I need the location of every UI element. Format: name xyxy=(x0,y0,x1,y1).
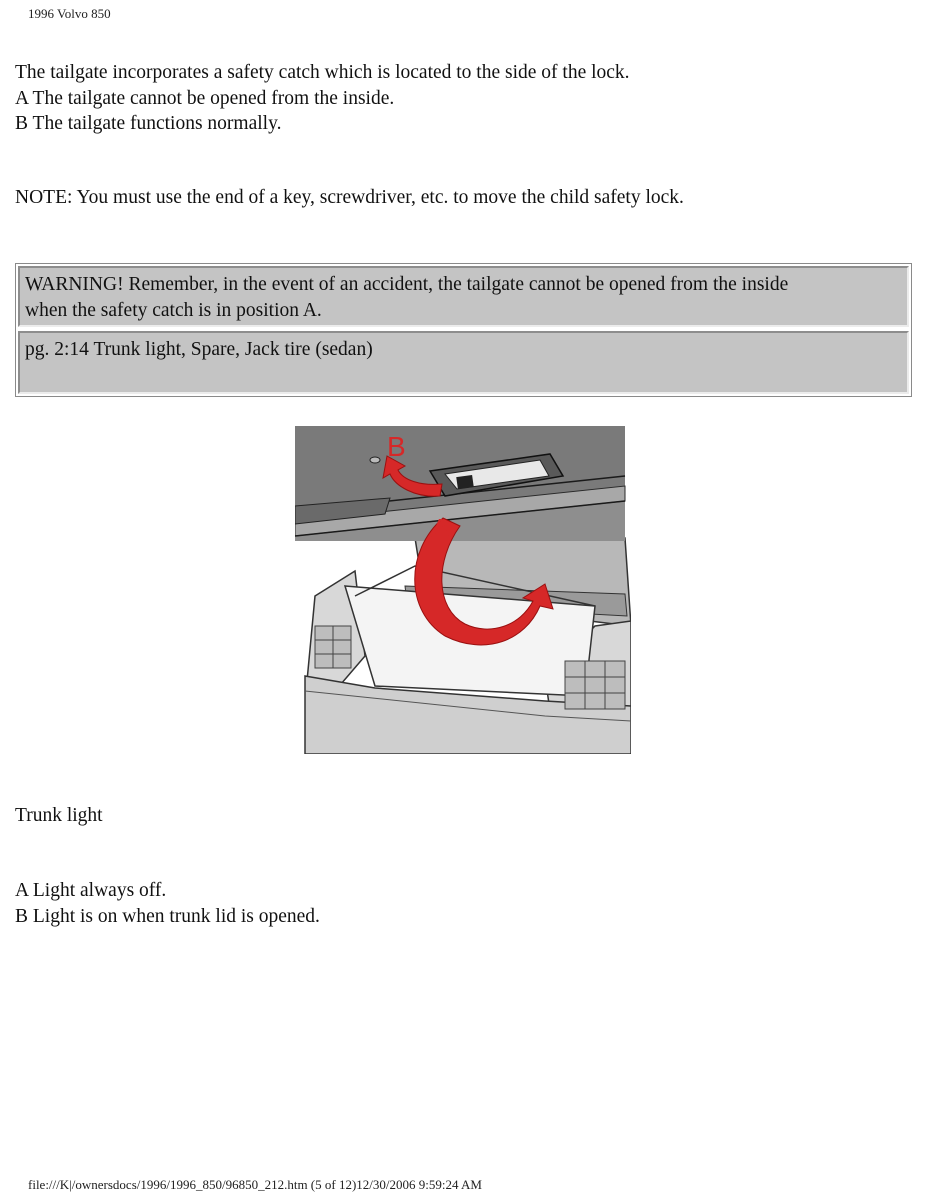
page-reference-cell xyxy=(18,331,909,394)
trunk-light-list xyxy=(15,878,320,929)
page-header: 1996 Volvo 850 xyxy=(28,6,111,21)
label-b: B xyxy=(387,431,406,462)
switch-closeup-inset xyxy=(295,426,625,541)
trunk-light-illustration xyxy=(295,426,631,754)
page-reference-text: pg. 2:14 Trunk light, Spare, Jack tire (sedan) xyxy=(25,339,373,360)
warning-line-2: when the safety catch is in position A. xyxy=(25,299,322,321)
page-footer: file:///K|/ownersdocs/1996/1996_850/96850_212.htm (5 of 12)12/30/2006 9:59:24 AM xyxy=(28,1177,482,1192)
intro-line-1: The tailgate incorporates a safety catch which is located to the side of the lock. xyxy=(15,62,630,83)
trunk-light-item-b: B Light is on when trunk lid is opened. xyxy=(15,905,320,927)
intro-paragraph xyxy=(15,60,630,137)
warning-table xyxy=(15,263,912,397)
warning-cell xyxy=(18,266,909,327)
warning-line-1: WARNING! Remember, in the event of an accident, the tailgate cannot be opened from the inside xyxy=(25,274,789,295)
trunk-light-item-a: A Light always off. xyxy=(15,880,167,901)
trunk-light-heading: Trunk light xyxy=(15,805,103,826)
label-a: A xyxy=(431,513,450,544)
note-text: NOTE: You must use the end of a key, screwdriver, etc. to move the child safety lock. xyxy=(15,187,684,208)
intro-line-b: B The tailgate functions normally. xyxy=(15,113,282,134)
intro-line-a: A The tailgate cannot be opened from the inside. xyxy=(15,87,395,109)
